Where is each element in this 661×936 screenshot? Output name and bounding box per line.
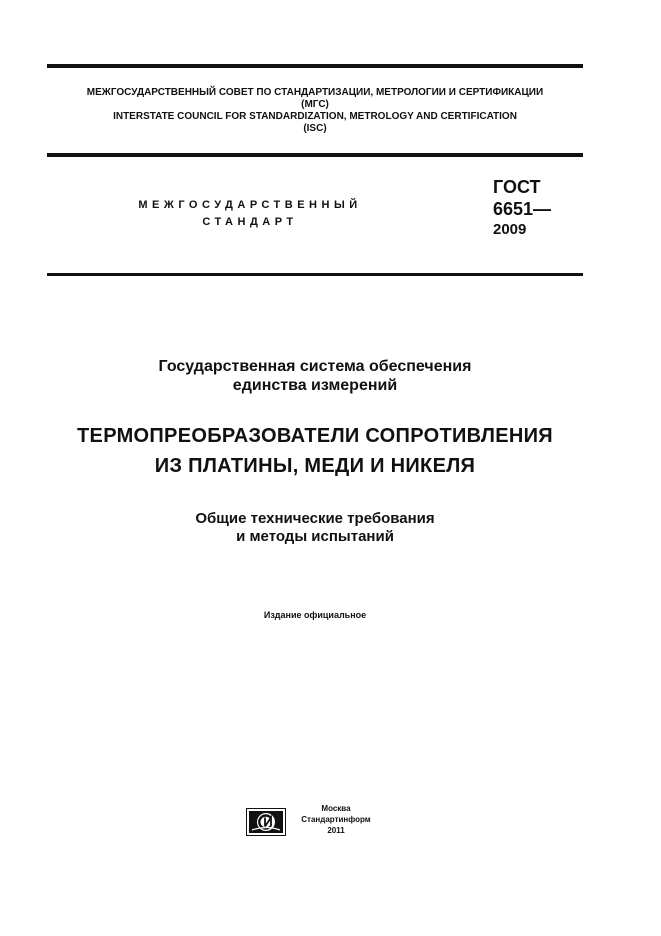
system-title-line2: единства измерений [232, 377, 398, 394]
lower-rule [47, 273, 583, 276]
document-subtitle [47, 510, 583, 546]
document-title-line2: ИЗ ПЛАТИНЫ, МЕДИ И НИКЕЛЯ [154, 455, 476, 477]
council-name-en: INTERSTATE COUNCIL FOR STANDARDIZATION, METROLOGY AND CERTIFICATION [113, 111, 517, 122]
publisher-imprint [290, 803, 382, 836]
system-title [47, 357, 583, 395]
document-subtitle-line1: Общие технические требования [195, 510, 435, 527]
publisher-name: Стандартинформ [301, 815, 371, 824]
middle-rule [47, 153, 583, 157]
document-subtitle-line2: и методы испытаний [236, 528, 394, 545]
standard-type-line1: МЕЖГОСУДАРСТВЕННЫЙ [138, 199, 362, 211]
publisher-year: 2011 [327, 826, 345, 835]
document-title-line1: ТЕРМОПРЕОБРАЗОВАТЕЛИ СОПРОТИВЛЕНИЯ [77, 425, 553, 447]
system-title-line1: Государственная система обеспечения [158, 358, 472, 375]
council-abbr-en: (ISC) [303, 123, 327, 134]
standard-designation [493, 176, 551, 240]
council-abbr-ru: (МГС) [301, 99, 329, 110]
council-name-ru: МЕЖГОСУДАРСТВЕННЫЙ СОВЕТ ПО СТАНДАРТИЗАЦИИ, МЕТРОЛОГИИ И СЕРТИФИКАЦИИ [86, 87, 544, 98]
publisher-city: Москва [321, 804, 351, 813]
council-header [47, 87, 583, 135]
standard-type-line2: СТАНДАРТ [202, 216, 298, 228]
edition-note: Издание официальное [263, 610, 367, 620]
document-title [20, 421, 610, 481]
standartinform-logo-icon [246, 808, 286, 836]
designation-year: 2009 [493, 221, 527, 238]
standard-type [100, 197, 400, 231]
designation-prefix: ГОСТ [493, 177, 541, 197]
designation-number: 6651— [493, 199, 552, 219]
top-rule [47, 64, 583, 68]
